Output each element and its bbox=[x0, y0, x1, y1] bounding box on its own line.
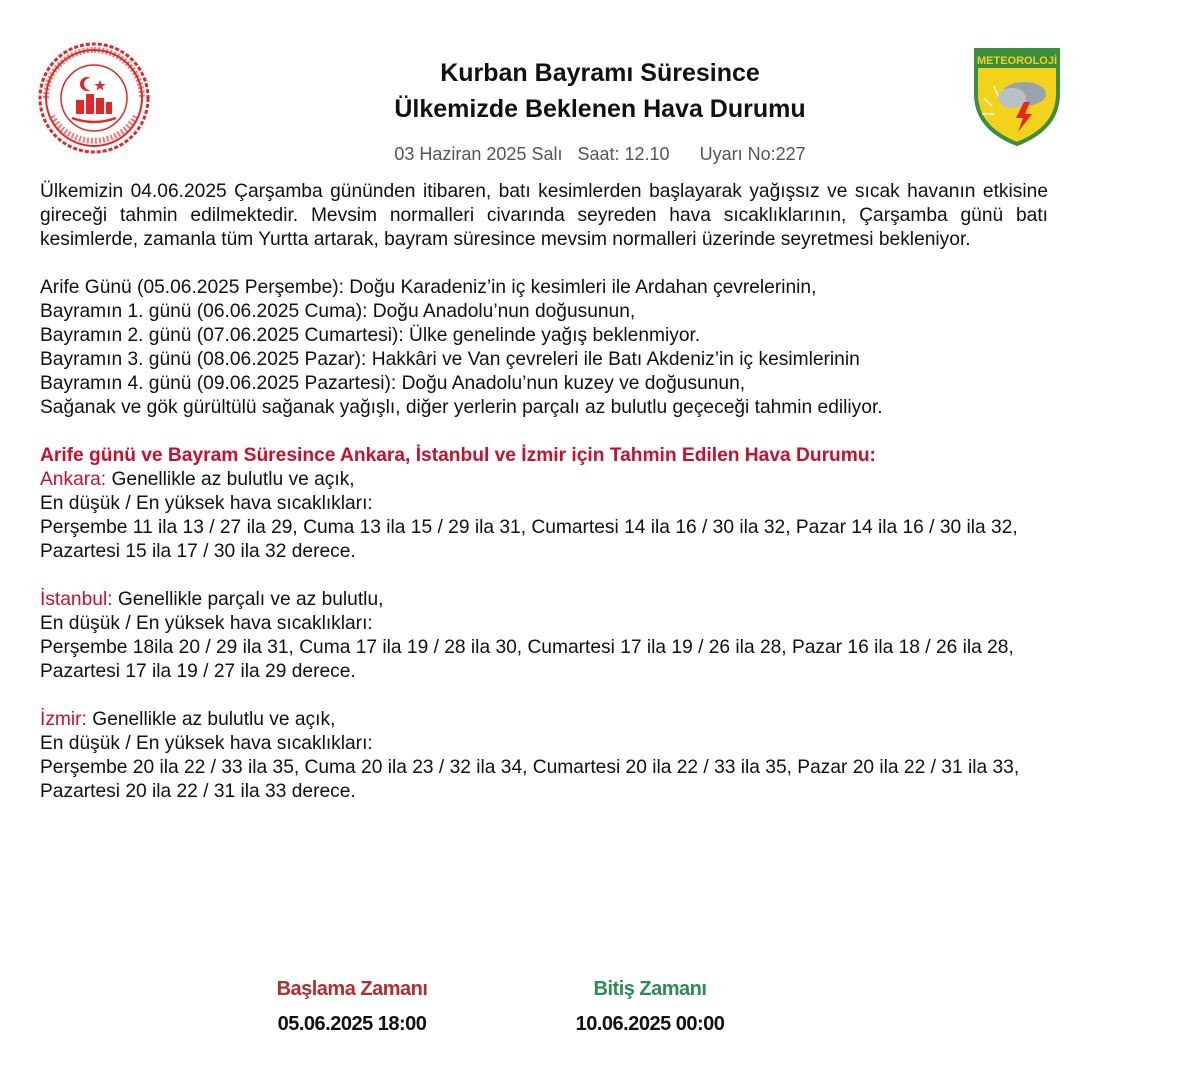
cities-heading: Arife günü ve Bayram Süresince Ankara, İstanbul ve İzmir için Tahmin Edilen Hava Durumu: bbox=[40, 445, 876, 466]
day-forecast-arife: Arife Günü (05.06.2025 Perşembe): Doğu Karadeniz’in iç kesimleri ile Ardahan çevrelerinin, bbox=[40, 277, 817, 298]
title-line-2: Ülkemizde Beklenen Hava Durumu bbox=[394, 95, 806, 123]
temp-label-izmir: En düşük / En yüksek hava sıcaklıkları: bbox=[40, 733, 373, 754]
day-forecast-2: Bayramın 2. günü (07.06.2025 Cumartesi): Ülke genelinde yağış beklenmiyor. bbox=[40, 325, 701, 346]
start-time-block bbox=[222, 978, 482, 1036]
logo-text: METEOROLOJİ bbox=[976, 55, 1058, 67]
warning-number: Uyarı No:227 bbox=[699, 144, 806, 164]
city-summary-izmir bbox=[40, 708, 1048, 732]
temps-ankara: Perşembe 11 ila 13 / 27 ila 29, Cuma 13 ila 15 / 29 ila 31, Cumartesi 14 ila 16 / 30 ila 32, Pazar 14 ila 16 / 30 ila 32, Pazartesi 15 ila 17 / 30 ila 32 derece. bbox=[40, 517, 1018, 562]
title-line-1: Kurban Bayramı Süresince bbox=[440, 59, 760, 87]
temp-label-ankara: En düşük / En yüksek hava sıcaklıkları: bbox=[40, 493, 373, 514]
end-time-block bbox=[520, 978, 780, 1036]
city-conditions-istanbul: Genellikle parçalı ve az bulutlu, bbox=[112, 589, 384, 610]
warning-time: Saat: 12.10 bbox=[577, 144, 670, 164]
ministry-seal-logo bbox=[38, 42, 150, 154]
temps-istanbul: Perşembe 18ila 20 / 29 ila 31, Cuma 17 ila 19 / 28 ila 30, Cumartesi 17 ila 19 / 26 ila 28, Pazar 16 ila 18 / 26 ila 28, Pazartesi 17 ila 19 / 27 ila 29 derece. bbox=[40, 637, 1014, 682]
city-summary-istanbul bbox=[40, 588, 1048, 612]
intro-paragraph: Ülkemizin 04.06.2025 Çarşamba gününden itibaren, batı kesimlerden başlayarak yağışsız ve sıcak havanın etkisine gireceği tahmin edilmektedir. Mevsim normalleri civarında seyreden hava sıcaklıklarının, Çarşamba günü batı kesimlerde, zamanla tüm Yurtta artarak, bayram süresince mevsim normalleri üzerinde seyretmesi bekleniyor. bbox=[40, 181, 1048, 250]
end-time-label: Bitiş Zamanı bbox=[593, 978, 707, 1000]
city-name-istanbul: İstanbul: bbox=[40, 589, 113, 610]
day-forecast-4: Bayramın 4. günü (09.06.2025 Pazartesi): Doğu Anadolu’nun kuzey ve doğusunun, bbox=[40, 373, 746, 394]
start-time-label: Başlama Zamanı bbox=[276, 978, 428, 1000]
city-name-izmir: İzmir: bbox=[40, 709, 87, 730]
day-forecast-1: Bayramın 1. günü (06.06.2025 Cuma): Doğu Anadolu’nun doğusunun, bbox=[40, 301, 636, 322]
city-name-ankara: Ankara: bbox=[40, 469, 107, 490]
start-time-value: 05.06.2025 18:00 bbox=[277, 1013, 427, 1035]
temps-izmir: Perşembe 20 ila 22 / 33 ila 35, Cuma 20 ila 23 / 32 ila 34, Cumartesi 20 ila 22 / 33 ila 35, Pazar 20 ila 22 / 31 ila 33, Pazartesi 20 ila 22 / 31 ila 33 derece. bbox=[40, 757, 1020, 802]
validity-times bbox=[0, 978, 1200, 1048]
page-title bbox=[250, 55, 950, 127]
day-forecast-summary: Sağanak ve gök gürültülü sağanak yağışlı, diğer yerlerin parçalı az bulutlu geçeceği tahmin ediliyor. bbox=[40, 397, 883, 418]
meteoroloji-logo bbox=[972, 44, 1062, 148]
city-conditions-izmir: Genellikle az bulutlu ve açık, bbox=[86, 709, 336, 730]
city-summary-ankara bbox=[40, 468, 1048, 492]
warning-date: 03 Haziran 2025 Salı bbox=[394, 144, 563, 164]
temp-label-istanbul: En düşük / En yüksek hava sıcaklıkları: bbox=[40, 613, 373, 634]
city-conditions-ankara: Genellikle az bulutlu ve açık, bbox=[106, 469, 355, 490]
warning-meta bbox=[250, 144, 950, 165]
forecast-content bbox=[40, 180, 1048, 804]
day-forecast-3: Bayramın 3. günü (08.06.2025 Pazar): Hakkâri ve Van çevreleri ile Batı Akdeniz’in iç kesimlerinin bbox=[40, 349, 860, 370]
end-time-value: 10.06.2025 00:00 bbox=[575, 1013, 725, 1035]
